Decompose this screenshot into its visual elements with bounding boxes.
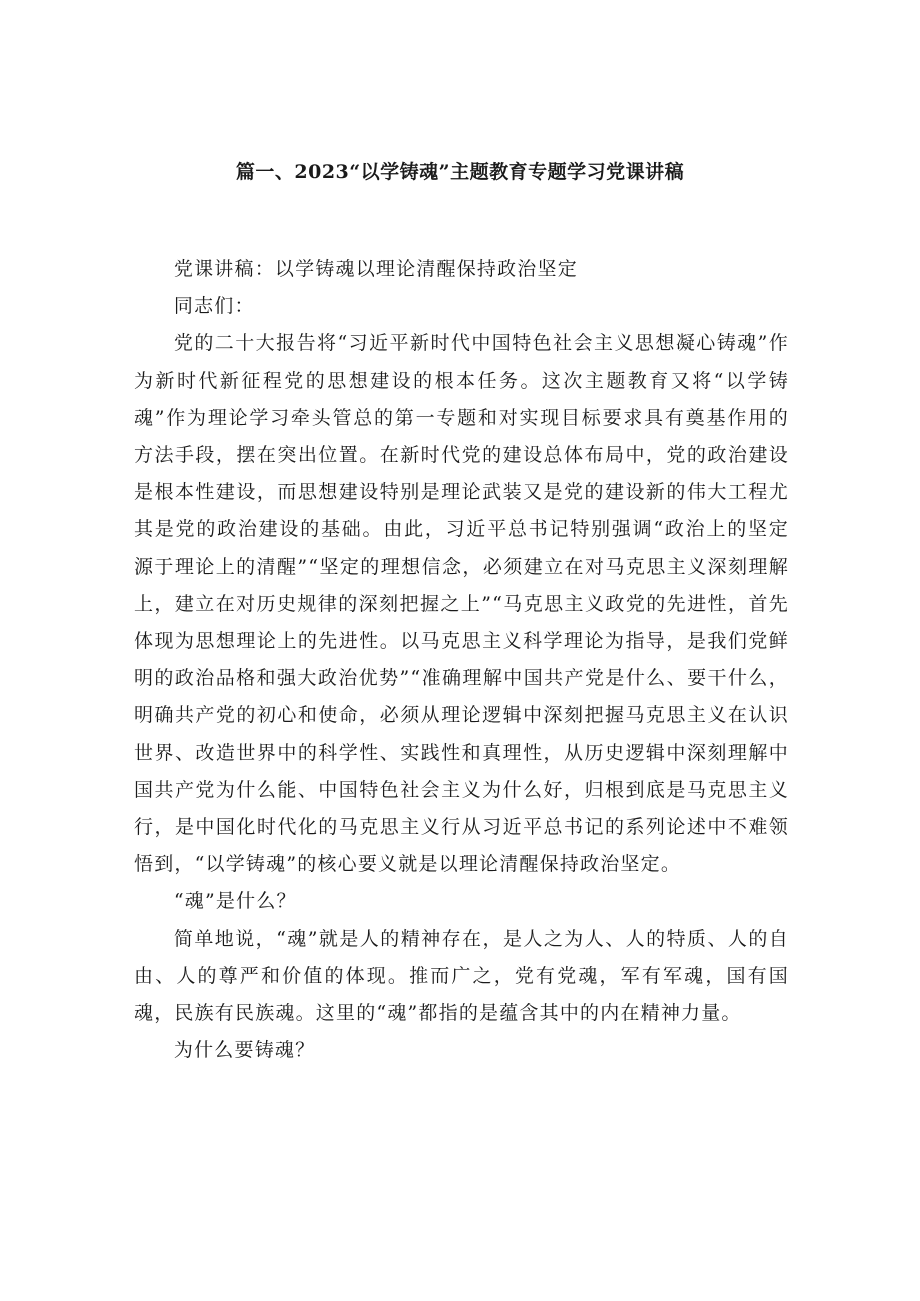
paragraph-question-why: 为什么要铸魂？ — [173, 1039, 316, 1062]
document-title: 篇一、2023“以学铸魂”主题教育专题学习党课讲稿 — [235, 161, 685, 183]
document-body — [134, 251, 789, 1069]
paragraph-main: 党的二十大报告将“习近平新时代中国特色社会主义思想凝心铸魂”作为新时代新征程党的思想建设的根本任务。这次主题教育又将“以学铸魂”作为理论学习牵头管总的第一专题和对实现目标要求具有奠基作用的方法手段，摆在突出位置。在新时代党的建设总体布局中，党的政治建设是根本性建设，而思想建设特别是理论武装又是党的建设新的伟大工程尤其是党的政治建设的基础。由此，习近平总书记特别强调“政治上的坚定源于理论上的清醒”“坚定的理想信念，必须建立在对马克思主义深刻理解上，建立在对历史规律的深刻把握之上”“马克思主义政党的先进性，首先体现为思想理论上的先进性。以马克思主义科学理论为指导，是我们党鲜明的政治品格和强大政治优势”“准确理解中国共产党是什么、要干什么，明确共产党的初心和使命，必须从理论逻辑中深刻把握马克思主义在认识世界、改造世界中的科学性、实践性和真理性，从历史逻辑中深刻理解中国共产党为什么能、中国特色社会主义为什么好，归根到底是马克思主义行，是中国化时代化的马克思主义行从习近平总书记的系列论述中不难领悟到，“以学铸魂”的核心要义就是以理论清醒保持政治坚定。 — [134, 332, 789, 876]
paragraph-salutation: 同志们： — [173, 295, 255, 318]
paragraph-answer-soul: 简单地说，“魂”就是人的精神存在，是人之为人、人的特质、人的自由、人的尊严和价值的体现。推而广之，党有党魂，军有军魂，国有国魂，民族有民族魂。这里的“魂”都指的是蕴含其中的内在精神力量。 — [134, 927, 789, 1025]
paragraph-subtitle: 党课讲稿：以学铸魂以理论清醒保持政治坚定 — [173, 258, 578, 280]
paragraph-question-soul: “魂”是什么？ — [173, 890, 297, 913]
